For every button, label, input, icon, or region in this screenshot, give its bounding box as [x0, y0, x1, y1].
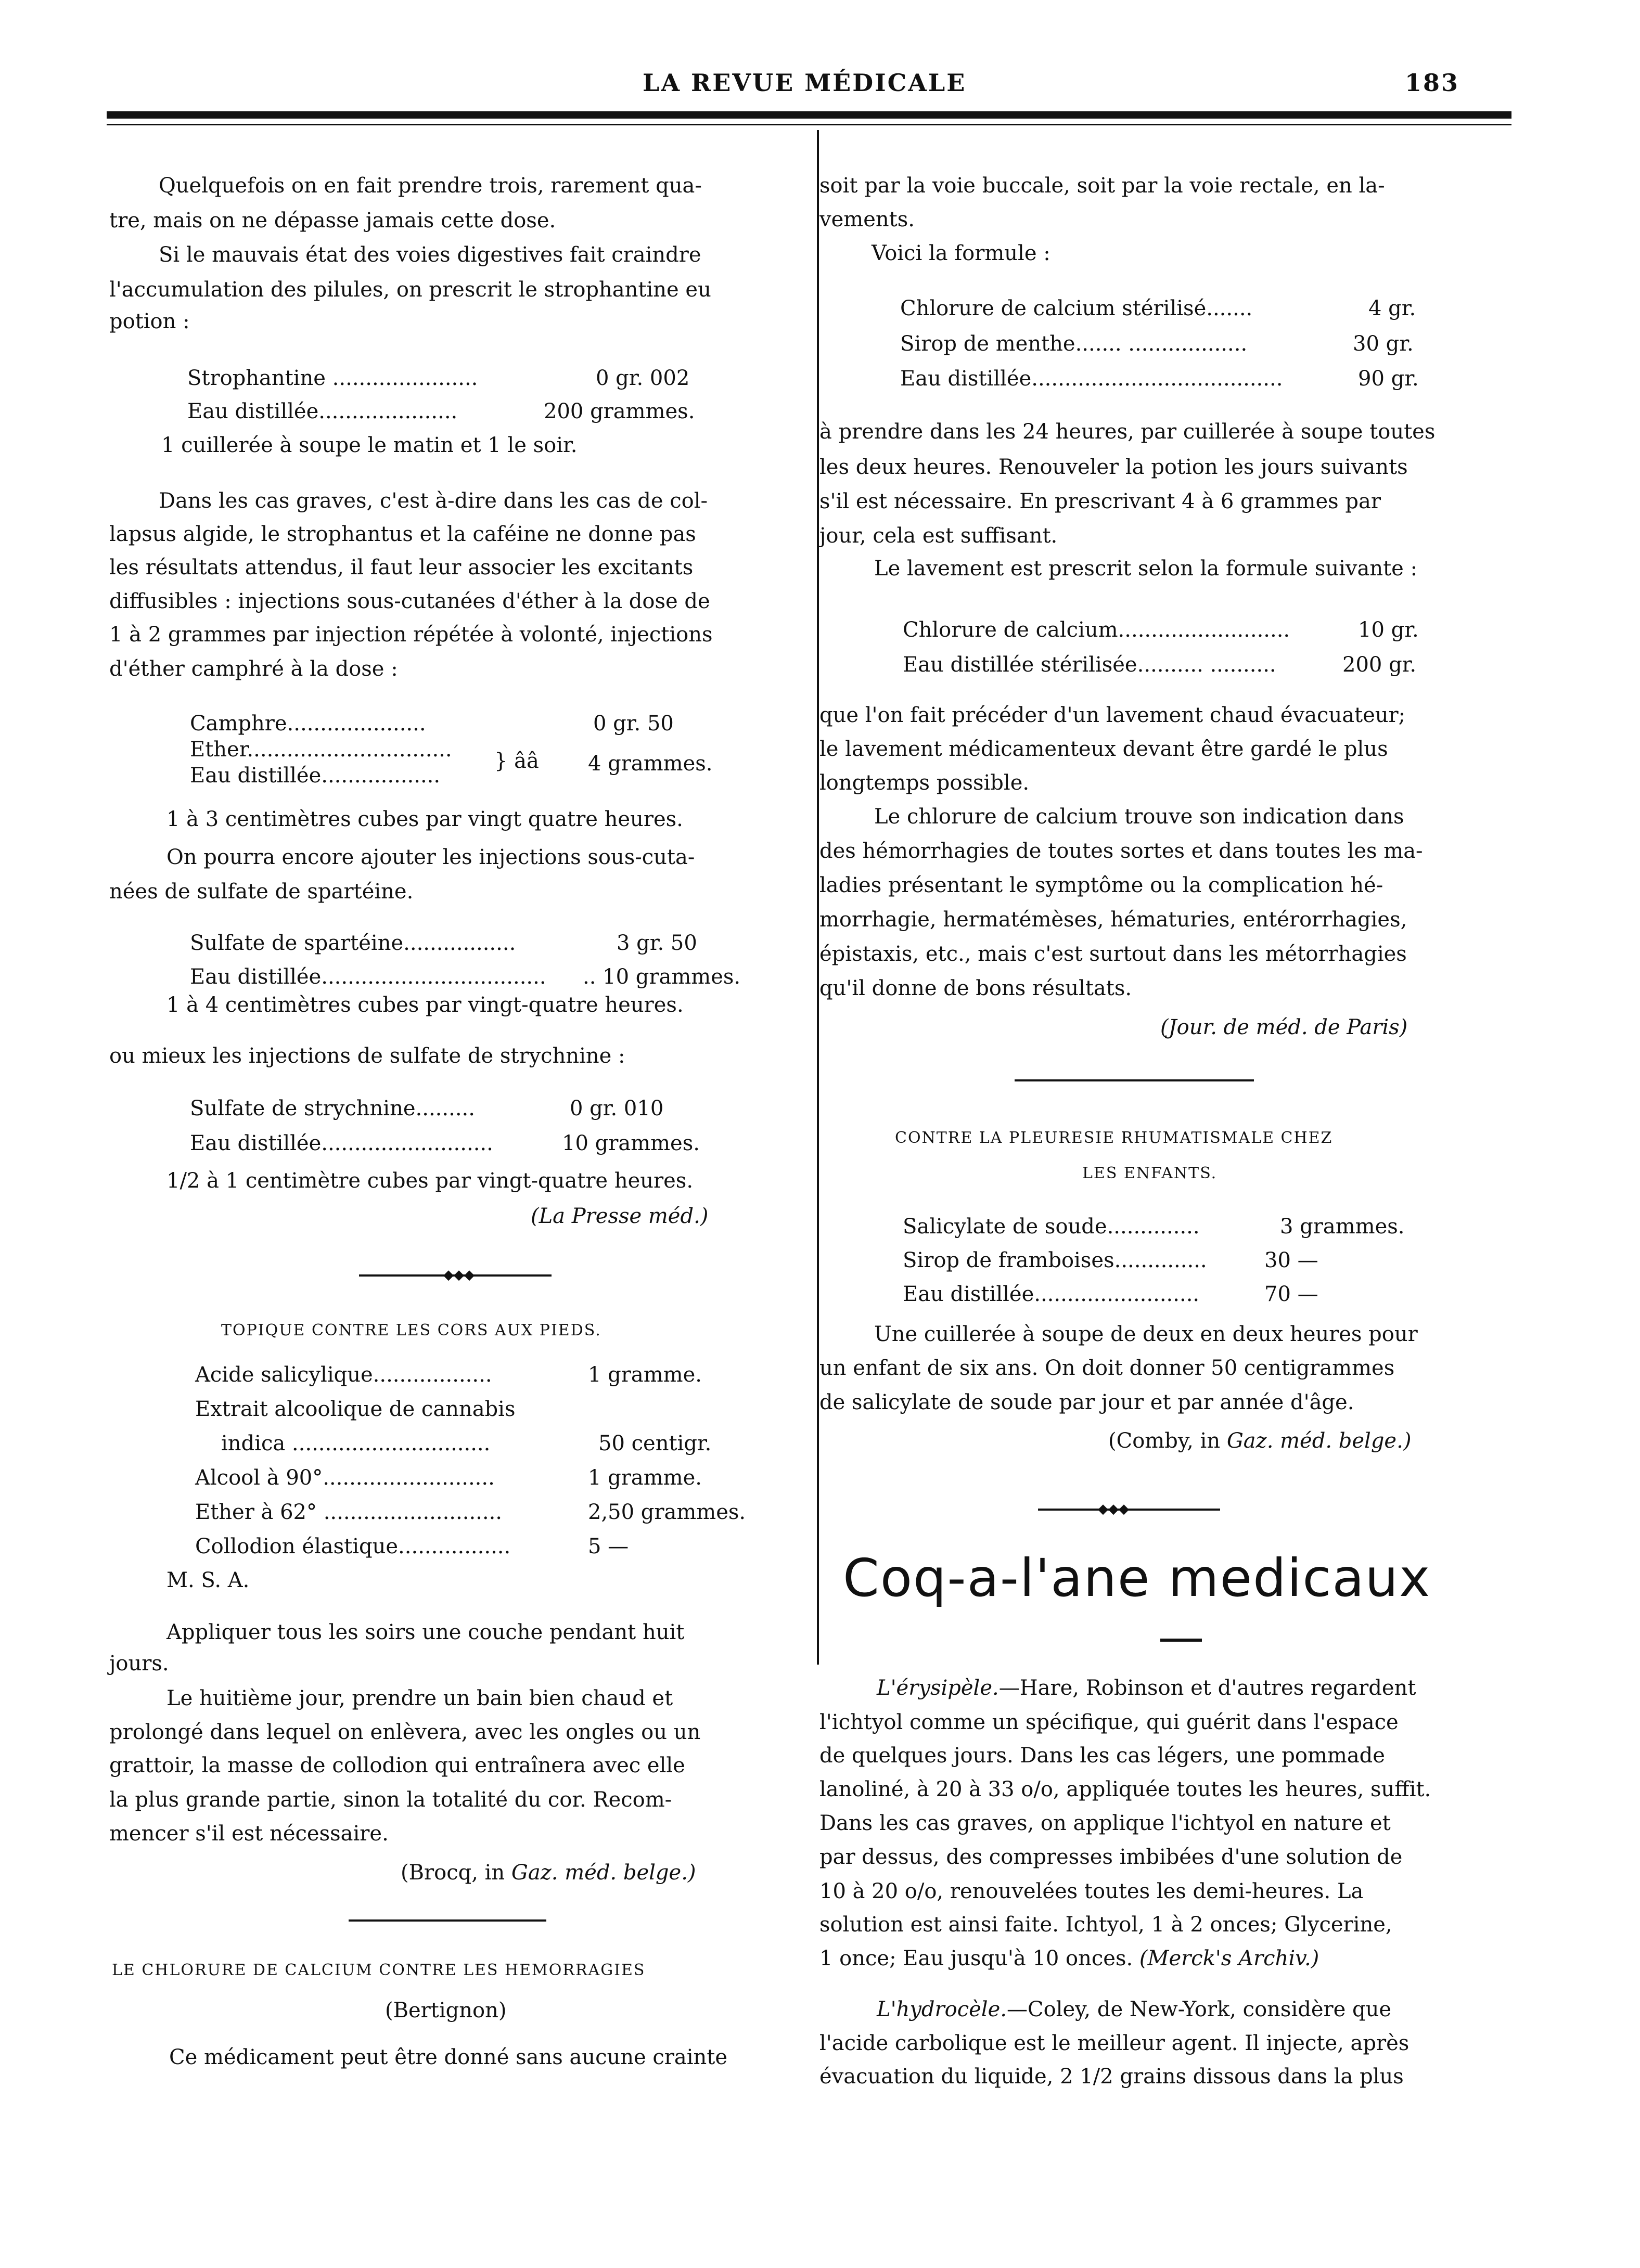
- msa-abbreviation: M. S. A.: [166, 1568, 250, 1592]
- prescription-item: Sirop de framboises..............: [903, 1248, 1207, 1272]
- prescription-item: Sirop de menthe....... ..................: [900, 332, 1248, 356]
- paragraph-line: que l'on fait précéder d'un lavement chaud évacuateur;: [819, 703, 1406, 727]
- paragraph-line: par dessus, des compresses imbibées d'une solution de: [819, 1845, 1403, 1869]
- paragraph-line: vements.: [819, 208, 915, 231]
- page-big-title: Coq-a-l'ane medicaux: [843, 1548, 1431, 1608]
- prescription-dose: 4 gr.: [1368, 297, 1416, 320]
- prescription-item: Strophantine ......................: [187, 366, 478, 390]
- ornament-icon: ◆◆◆: [443, 1267, 475, 1283]
- paragraph-line: Dans les cas graves, c'est à-dire dans les cas de col-: [159, 489, 708, 513]
- prescription-item: Camphre.....................: [190, 712, 426, 736]
- source-author: (Brocq, in: [401, 1861, 511, 1885]
- prescription-item: Acide salicylique..................: [195, 1363, 492, 1387]
- prescription-dose: 2,50 grammes.: [588, 1500, 746, 1524]
- prescription-item: Eau distillée stérilisée.......... ..........: [903, 653, 1276, 677]
- paragraph-line: les résultats attendus, il faut leur associer les excitants: [109, 556, 694, 579]
- ornament-icon: ◆◆◆: [1098, 1501, 1129, 1517]
- prescription-note: 1 cuillerée à soupe le matin et 1 le soir.: [161, 433, 578, 457]
- prescription-dose: 4 grammes.: [588, 752, 713, 776]
- paragraph-line: Le huitième jour, prendre un bain bien chaud et: [166, 1686, 673, 1710]
- prescription-item: Eau distillée......................................: [900, 367, 1283, 391]
- paragraph-line: Voici la formule :: [872, 241, 1050, 265]
- paragraph-line: de salicylate de soude par jour et par année d'âge.: [819, 1390, 1354, 1414]
- paragraph-line: [877, 1678, 1416, 1698]
- paragraph-line: lanoliné, à 20 à 33 o/o, appliquée toutes les heures, suffit.: [819, 1777, 1431, 1801]
- paragraph-line: morrhagie, hermatémèses, hématuries, entérorrhagies,: [819, 908, 1407, 932]
- paragraph-line: On pourra encore ajouter les injections sous-cuta-: [166, 845, 695, 869]
- paragraph-line: nées de sulfate de spartéine.: [109, 880, 414, 904]
- prescription-item: Eau distillée..........................: [190, 1131, 493, 1155]
- prescription-dose: 200 grammes.: [544, 400, 695, 423]
- section-rule: [1015, 1079, 1254, 1081]
- paragraph-line: Le lavement est prescrit selon la formule suivante :: [874, 557, 1418, 581]
- prescription-note: 1 à 4 centimètres cubes par vingt-quatre heures.: [166, 993, 684, 1017]
- prescription-dose: 1 gramme.: [588, 1466, 702, 1490]
- source-journal: Gaz. méd. belge.): [1226, 1429, 1412, 1453]
- paragraph-line: longtemps possible.: [819, 771, 1030, 795]
- paragraph-line: les deux heures. Renouveler la potion les jours suivants: [819, 455, 1408, 479]
- prescription-dose: 90 gr.: [1358, 367, 1419, 391]
- prescription-dose: 10 gr.: [1358, 618, 1419, 642]
- prescription-dose: 5 —: [588, 1535, 629, 1558]
- paragraph-lead: L'érysipèle.: [877, 1676, 999, 1700]
- paragraph-lead: L'hydrocèle.: [877, 1998, 1007, 2021]
- prescription-dose: 50 centigr.: [598, 1432, 712, 1455]
- paragraph-line: jour, cela est suffisant.: [819, 524, 1058, 548]
- prescription-dose: 70 —: [1264, 1282, 1318, 1306]
- paragraph-line: Appliquer tous les soirs une couche pendant huit: [166, 1620, 685, 1644]
- prescription-item: Eau distillée..................: [190, 764, 441, 788]
- source-author: (Comby, in: [1108, 1429, 1227, 1453]
- paragraph-line: épistaxis, etc., mais c'est surtout dans les métorrhagies: [819, 942, 1407, 966]
- section-heading: LES ENFANTS.: [1082, 1164, 1218, 1182]
- prescription-item: Collodion élastique.................: [195, 1535, 511, 1558]
- paragraph-line: solution est ainsi faite. Ichtyol, 1 à 2 onces; Glycerine,: [819, 1913, 1392, 1937]
- paragraph-line: Quelquefois on en fait prendre trois, rarement qua-: [159, 174, 702, 198]
- paragraph-line: 1 à 2 grammes par injection répétée à volonté, injections: [109, 623, 713, 647]
- paragraph-line: jours.: [109, 1652, 169, 1676]
- paragraph-line: tre, mais on ne dépasse jamais cette dose.: [109, 209, 556, 233]
- paragraph-line: Une cuillerée à soupe de deux en deux heures pour: [874, 1322, 1418, 1346]
- prescription-item: Eau distillée.....................: [187, 400, 458, 423]
- paragraph-line: diffusibles : injections sous-cutanées d'éther à la dose de: [109, 589, 710, 613]
- paragraph-line: l'accumulation des pilules, on prescrit le strophantine eu: [109, 278, 711, 302]
- paragraph-line: lapsus algide, le strophantus et la caféine ne donne pas: [109, 522, 696, 546]
- paragraph-line: de quelques jours. Dans les cas légers, une pommade: [819, 1744, 1385, 1768]
- prescription-item: indica ..............................: [221, 1432, 491, 1455]
- brace-symbol: } ââ: [494, 749, 539, 773]
- section-heading: LE CHLORURE DE CALCIUM CONTRE LES HEMORRAGIES: [112, 1961, 646, 1979]
- source-citation: (La Presse méd.): [531, 1204, 709, 1228]
- paragraph-line: 10 à 20 o/o, renouvelées toutes les demi-heures. La: [819, 1879, 1364, 1903]
- paragraph-line: [877, 1999, 1391, 2020]
- prescription-item: Chlorure de calcium stérilisé.......: [900, 297, 1253, 320]
- source-citation: [401, 1862, 696, 1883]
- header-rule-thick: [107, 111, 1511, 119]
- paragraph-line: Le chlorure de calcium trouve son indication dans: [874, 805, 1404, 829]
- prescription-item: Extrait alcoolique de cannabis: [195, 1397, 516, 1421]
- paragraph-text: —Coley, de New-York, considère que: [1006, 1998, 1392, 2021]
- running-title: LA REVUE MÉDICALE: [643, 69, 967, 97]
- prescription-dose: 0 gr. 002: [596, 366, 690, 390]
- paragraph-line: l'ichtyol comme un spécifique, qui guérit dans l'espace: [819, 1710, 1399, 1734]
- paragraph-line: Dans les cas graves, on applique l'ichtyol en nature et: [819, 1811, 1391, 1835]
- paragraph-line: le lavement médicamenteux devant être gardé le plus: [819, 737, 1388, 761]
- prescription-dose: 3 grammes.: [1280, 1215, 1405, 1239]
- prescription-dose: 10 grammes.: [562, 1131, 700, 1155]
- prescription-dose: 30 gr.: [1353, 332, 1414, 356]
- prescription-item: Ether à 62° ...........................: [195, 1500, 503, 1524]
- paragraph-line: Ce médicament peut être donné sans aucune crainte: [169, 2045, 728, 2069]
- paragraph-line: des hémorrhagies de toutes sortes et dans toutes les ma-: [819, 839, 1423, 863]
- source-citation: [1108, 1431, 1411, 1451]
- paragraph-line: évacuation du liquide, 2 1/2 grains dissous dans la plus: [819, 2065, 1404, 2089]
- prescription-dose: 0 gr. 50: [593, 712, 674, 736]
- page-number: 183: [1405, 69, 1460, 97]
- prescription-item: Eau distillée.........................: [903, 1282, 1200, 1306]
- prescription-item: Salicylate de soude..............: [903, 1215, 1200, 1239]
- prescription-item: Alcool à 90°..........................: [195, 1466, 495, 1490]
- section-heading: CONTRE LA PLEURESIE RHUMATISMALE CHEZ: [895, 1129, 1333, 1147]
- paragraph-line: à prendre dans les 24 heures, par cuillerée à soupe toutes: [819, 420, 1436, 444]
- paragraph-line: d'éther camphré à la dose :: [109, 657, 398, 681]
- prescription-dose: 1 gramme.: [588, 1363, 702, 1387]
- paragraph-line: s'il est nécessaire. En prescrivant 4 à 6 grammes par: [819, 489, 1381, 513]
- source-citation: (Jour. de méd. de Paris): [1160, 1015, 1408, 1039]
- prescription-dose: .. 10 grammes.: [583, 965, 741, 989]
- paragraph-text: 1 once; Eau jusqu'à 10 onces.: [819, 1947, 1133, 1970]
- paragraph-line: ou mieux les injections de sulfate de strychnine :: [109, 1044, 625, 1068]
- section-rule: [349, 1919, 546, 1922]
- paragraph-line: qu'il donne de bons résultats.: [819, 976, 1132, 1000]
- paragraph-line: un enfant de six ans. On doit donner 50 centigrammes: [819, 1356, 1395, 1380]
- paragraph-line: [819, 1948, 1319, 1969]
- column-divider: [817, 130, 819, 1665]
- prescription-item: Chlorure de calcium..........................: [903, 618, 1290, 642]
- source-citation: (Merck's Archiv.): [1139, 1947, 1319, 1970]
- title-dash: [1160, 1639, 1202, 1642]
- paragraph-line: Si le mauvais état des voies digestives fait craindre: [159, 243, 701, 267]
- prescription-dose: 0 gr. 010: [570, 1097, 664, 1120]
- prescription-item: Sulfate de spartéine.................: [190, 931, 516, 955]
- paragraph-text: —Hare, Robinson et d'autres regardent: [998, 1676, 1416, 1700]
- header-rule-thin: [107, 124, 1511, 125]
- prescription-note: 1/2 à 1 centimètre cubes par vingt-quatre heures.: [166, 1169, 694, 1193]
- paragraph-line: l'acide carbolique est le meilleur agent. Il injecte, après: [819, 2031, 1410, 2055]
- prescription-dose: 200 gr.: [1342, 653, 1417, 677]
- paragraph-line: mencer s'il est nécessaire.: [109, 1822, 389, 1846]
- section-ornament-rule: [1038, 1509, 1220, 1511]
- paragraph-line: soit par la voie buccale, soit par la voie rectale, en la-: [819, 174, 1385, 198]
- section-heading: TOPIQUE CONTRE LES CORS AUX PIEDS.: [221, 1321, 601, 1339]
- paragraph-line: prolongé dans lequel on enlèvera, avec les ongles ou un: [109, 1720, 701, 1744]
- prescription-item: Eau distillée..................................: [190, 965, 546, 989]
- paragraph-line: ladies présentant le symptôme ou la complication hé-: [819, 873, 1383, 897]
- prescription-item: Ether...............................: [190, 738, 452, 762]
- prescription-item: Sulfate de strychnine.........: [190, 1097, 475, 1120]
- prescription-dose: 30 —: [1264, 1248, 1318, 1272]
- paragraph-line: potion :: [109, 310, 190, 333]
- section-subheading: (Bertignon): [385, 1999, 507, 2022]
- paragraph-line: grattoir, la masse de collodion qui entraînera avec elle: [109, 1754, 685, 1777]
- prescription-dose: 3 gr. 50: [617, 931, 697, 955]
- prescription-note: 1 à 3 centimètres cubes par vingt quatre heures.: [166, 807, 683, 831]
- paragraph-line: la plus grande partie, sinon la totalité du cor. Recom-: [109, 1788, 672, 1812]
- source-journal: Gaz. méd. belge.): [511, 1861, 696, 1885]
